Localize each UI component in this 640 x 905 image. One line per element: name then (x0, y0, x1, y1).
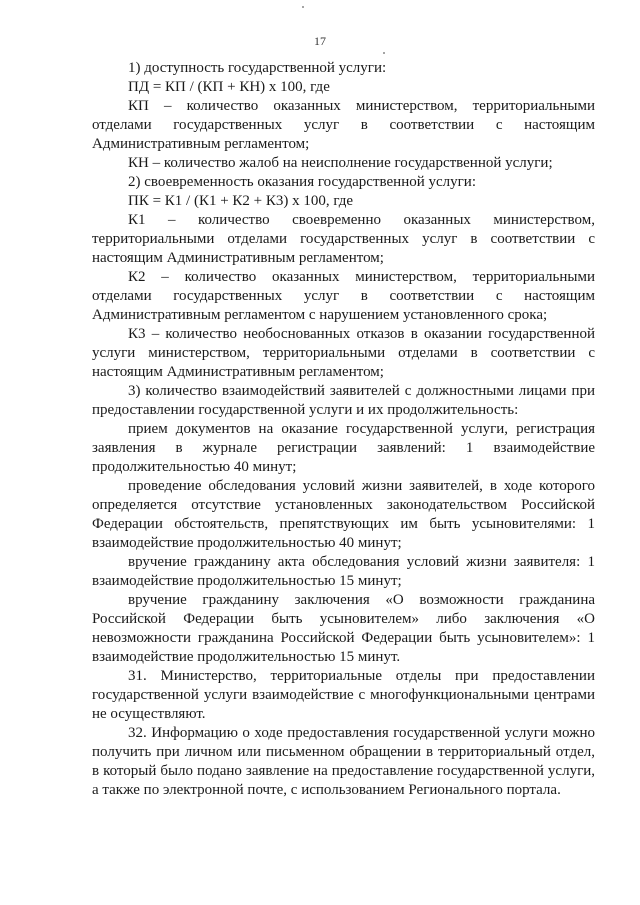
paragraph-kn-definition: КН – количество жалоб на неисполнение государственной услуги; (128, 155, 553, 171)
scan-speck (383, 52, 385, 54)
page-number: 17 (314, 34, 326, 48)
paragraph-document-reception: прием документов на оказание государственной услуги, регистрация заявления в журнале регистрации заявлений: 1 взаимодействие продолжительностью 40 минут; (92, 421, 595, 475)
paragraph-k3-definition: К3 – количество необоснованных отказов в оказании государственной услуги министерством, территориальными отделами в соответствии с настоящим Административным регламентом; (92, 326, 595, 380)
paragraph-kp-definition: КП – количество оказанных министерством, территориальными отделами государственных услуг в соответствии с настоящим Административным регламентом; (92, 98, 595, 152)
formula-pd: ПД = КП / (КП + КН) х 100, где (128, 79, 330, 95)
paragraph-timeliness-heading: 2) своевременность оказания государственной услуги: (128, 174, 476, 190)
paragraph-survey-act-delivery: вручение гражданину акта обследования условий жизни заявителя: 1 взаимодействие продолжительностью 15 минут; (92, 554, 595, 589)
paragraph-k1-definition: К1 – количество своевременно оказанных министерством, территориальными отделами государственных услуг в соответствии с настоящим Административным регламентом; (92, 212, 595, 266)
formula-pk: ПК = К1 / (К1 + К2 + К3) х 100, где (128, 193, 354, 209)
paragraph-item-31: 31. Министерство, территориальные отделы при предоставлении государственной услуги взаимодействие с многофункциональными центрами не осуществляют. (92, 668, 595, 722)
document-body (92, 59, 595, 800)
paragraph-availability-heading: 1) доступность государственной услуги: (128, 60, 387, 76)
paragraph-conclusion-delivery: вручение гражданину заключения «О возможности гражданина Российской Федерации быть усыновителем» либо заключения «О невозможности гражданина Российской Федерации быть усыновителем»: 1 взаимодействие продолжительностью 15 минут. (92, 592, 595, 665)
scan-speck (302, 6, 304, 8)
paragraph-interactions-heading: 3) количество взаимодействий заявителей с должностными лицами при предоставлении государственной услуги и их продолжительность: (92, 383, 595, 418)
paragraph-k2-definition: К2 – количество оказанных министерством, территориальными отделами государственных услуг в соответствии с настоящим Административным регламентом с нарушением установленного срока; (92, 269, 595, 323)
paragraph-item-32: 32. Информацию о ходе предоставления государственной услуги можно получить при личном или письменном обращении в территориальный отдел, в который было подано заявление на предоставление государственной услуги, а также по электронной почте, с использованием Регионального портала. (92, 725, 595, 798)
paragraph-living-conditions-survey: проведение обследования условий жизни заявителей, в ходе которого определяется отсутствие установленных законодательством Российской Федерации обстоятельств, препятствующих им быть усыновителями: 1 взаимодействие продолжительностью 40 минут; (92, 478, 595, 551)
